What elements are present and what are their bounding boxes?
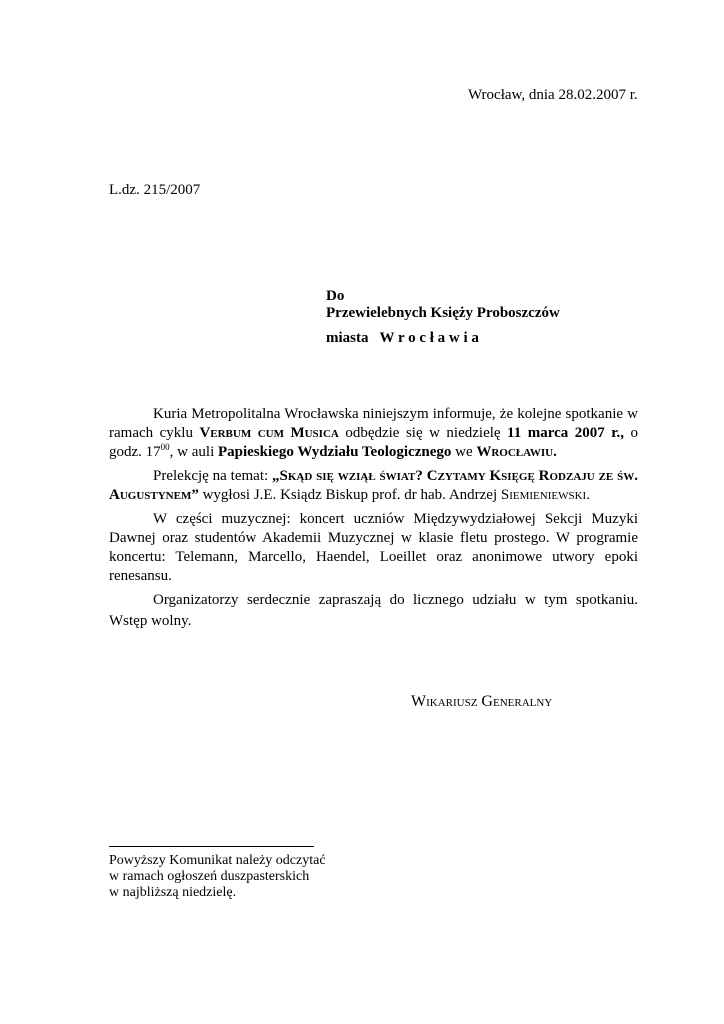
paragraph-invitation: Organizatorzy serdecznie zapraszają do licznego udziału w tym spotkaniu. Wstęp wolny. (109, 592, 638, 629)
footnote-line-2: w ramach ogłoszeń duszpasterskich (109, 869, 310, 884)
p1-text-3: o godz. 17 (109, 425, 638, 460)
p2-text-3: . (586, 487, 590, 503)
footnote-line-3: w najbliższą niedzielę. (109, 885, 237, 900)
p1-text-4: , w auli (169, 444, 218, 460)
footnote-divider (109, 846, 314, 847)
p1-text-5: we (451, 444, 477, 460)
venue-city: Wrocławiu. (476, 444, 557, 460)
date-line: Wrocław, dnia 28.02.2007 r. (468, 87, 638, 103)
lecture-topic: „Skąd się wziął świat? Czytamy Księgę Rodzaju ze św. Augustynem” (109, 468, 638, 503)
addressee-city-prefix: miasta (326, 330, 369, 346)
cycle-name: Verbum cum Musica (199, 425, 339, 441)
time-minutes: 00 (160, 442, 170, 452)
paragraph-music: W części muzycznej: koncert uczniów Międzywydziałowej Sekcji Muzyki Dawnej oraz studentów Akademii Muzycznej w klasie fletu prostego. W programie koncertu: Telemann, Marcello, Haendel, Loeillet oraz anonimowe utwory epoki renesansu. (109, 511, 638, 584)
p2-text-1: Prelekcję na temat: (153, 468, 273, 484)
event-date: 11 marca 2007 r., (507, 425, 624, 441)
p1-text-2: odbędzie się w niedzielę (338, 425, 508, 441)
addressee-city: W r o c ł a w i a (379, 330, 479, 346)
signature: Wikariusz Generalny (411, 693, 553, 710)
paragraph-announcement (109, 405, 638, 462)
footnote-line-1: Powyższy Komunikat należy odczytać (109, 853, 326, 868)
addressee-recipients: Przewielebnych Księży Proboszczów (326, 305, 560, 321)
p2-text-2: wygłosi J.E. Ksiądz Biskup prof. dr hab. Andrzej (198, 487, 501, 503)
speaker-surname: Siemieniewski (500, 487, 587, 503)
addressee-city-line (326, 330, 479, 347)
reference-number: L.dz. 215/2007 (109, 182, 201, 198)
p1-text-1: Kuria Metropolitalna Wrocławska niniejszym informuje, że kolejne spotkanie w ramach cyklu (109, 406, 638, 441)
paragraph-lecture (109, 467, 638, 505)
venue: Papieskiego Wydziału Teologicznego (218, 444, 452, 460)
addressee-to: Do (326, 288, 345, 304)
